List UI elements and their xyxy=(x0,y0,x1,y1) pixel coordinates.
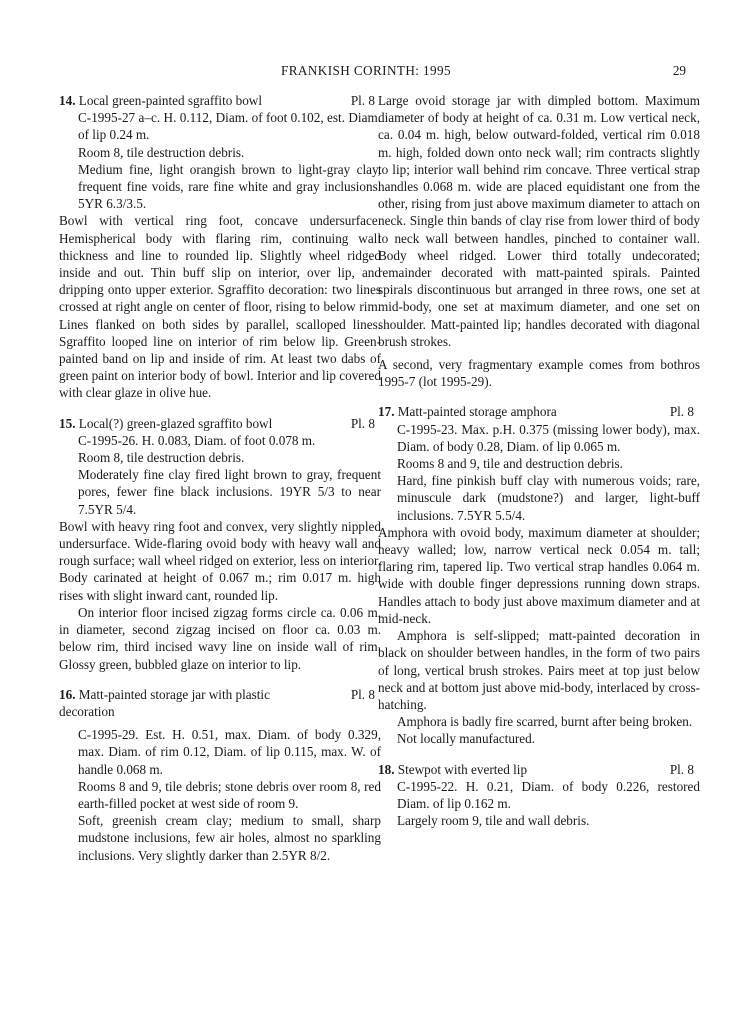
entry-description: Large ovoid storage jar with dimpled bottom. Maximum diameter of body at height of ca. 0.31 m. Low vertical neck, ca. 0.04 m. high, below outward-folded, vertical rim 0.018 m. high, folded down onto neck wall; rim contracts slightly to lip; interior wall behind rim concave. Three vertical strap handles 0.068 m. wide are placed equidistant one from the other, rising from just above maximum diameter to attach on neck. Single thin bands of clay rise from lower third of body to neck wall between handles, pinched to container wall. Body wheel ridged. Lower third totally undecorated; remainder decorated with matt-painted spirals. Painted spirals discontinuous but arranged in three rows, one set at mid-body, one set at maximum diameter, and one set on shoulder. Matt-painted lip; handles decorated with diagonal brush strokes. xyxy=(378,93,700,349)
entry-title: Matt-painted storage jar with plastic decoration xyxy=(59,686,270,719)
entry-data-line: Largely room 9, tile and wall debris. xyxy=(397,813,590,829)
catalog-entry-17 xyxy=(378,403,700,747)
entry-data-line: C-1995-26. H. 0.083, Diam. of foot 0.078 m. xyxy=(78,432,316,448)
entry-description: Bowl with heavy ring foot and convex, very slightly nippled undersurface. Wide-flaring ovoid body with heavy wall and rough surface; wall wheel ridged on exterior, less on interior. Body carinated at height of 0.067 m.; rim 0.017 m. high rises with slight inward cant, rounded lip. xyxy=(59,518,381,603)
right-column xyxy=(378,92,700,829)
entry-data-line: Moderately fine clay fired light brown to gray, frequent pores, fewer fine black inclusions. 19YR 5/3 to near 7.5YR 5/4. xyxy=(78,467,381,517)
entry-data-line: Hard, fine pinkish buff clay with numerous voids; rare, minuscule dark (mudstone?) and larger, light-buff inclusions. 7.5YR 5.5/4. xyxy=(397,473,700,523)
entry-data-line: Room 8, tile destruction debris. xyxy=(78,144,245,160)
entry-description: Not locally manufactured. xyxy=(397,731,536,747)
left-column xyxy=(59,92,381,864)
catalog-entry-16-continued xyxy=(378,92,700,390)
catalog-entry-16 xyxy=(59,686,381,864)
entry-data-line: Room 8, tile destruction debris. xyxy=(78,450,245,466)
entry-description: On interior floor incised zigzag forms circle ca. 0.06 m. in diameter, second zigzag incised on floor ca. 0.03 m. below rim, third incised wavy line on inside wall of rim. Glossy green, bubbled glaze on interior to lip. xyxy=(59,604,381,672)
entry-heading xyxy=(378,403,700,420)
plate-reference: Pl. 8 xyxy=(669,761,694,777)
page-number: 29 xyxy=(672,63,686,78)
entry-description: Amphora is self-slipped; matt-painted decoration in black on shoulder between handles, in the form of two pairs of long, vertical brush strokes. Pairs meet at top just below neck and at bottom just above mid-body, interlaced by cross-hatching. xyxy=(378,628,700,712)
plate-reference: Pl. 8 xyxy=(669,404,694,420)
entry-heading xyxy=(59,686,381,720)
entry-data-line: Rooms 8 and 9, tile and destruction debris. xyxy=(397,456,623,472)
entry-number: 16. xyxy=(59,686,76,702)
entry-title: Stewpot with everted lip xyxy=(397,761,528,777)
entry-description: Amphora with ovoid body, maximum diameter at shoulder; heavy walled; low, narrow vertical neck 0.054 m. tall; flaring rim, tapered lip. Two vertical strap handles 0.064 m. wide with double finger depressions running down straps. Handles attach to body just above maximum diameter and at mid-neck. xyxy=(378,524,700,626)
entry-data-line: Medium fine, light orangish brown to light-gray clay, frequent fine voids, rare fine white and gray inclusions. 5YR 6.3/3.5. xyxy=(78,161,381,212)
entry-description: Bowl with vertical ring foot, concave undersurface. Hemispherical body with flaring rim, continuing wall thickness and line to rounded lip. Slightly wheel ridged inside and out. Thin buff slip on interior, over lip, and dripping onto upper exterior. Sgraffito decoration: two lines crossed at right angle on center of floor, rising to below rim. Lines flanked on both sides by parallel, scalloped lines. Sgraffito looped line on interior of rim below lip. Green-painted band on lip and inside of rim. At least two dabs of green paint on interior body of bowl. Interior and lip covered with clear glaze in olive hue. xyxy=(59,213,381,401)
entry-data-line: C-1995-29. Est. H. 0.51, max. Diam. of body 0.329, max. Diam. of rim 0.12, Diam. of lip 0.115, max. W. of handle 0.068 m. xyxy=(78,727,381,777)
entry-description: Amphora is badly fire scarred, burnt after being broken. xyxy=(397,714,693,730)
entry-heading xyxy=(59,92,381,109)
plate-reference: Pl. 8 xyxy=(350,686,375,702)
catalog-entry-14 xyxy=(59,92,381,402)
plate-reference: Pl. 8 xyxy=(350,93,375,108)
entry-data-line: C-1995-22. H. 0.21, Diam. of body 0.226, restored Diam. of lip 0.162 m. xyxy=(397,778,700,811)
plate-reference: Pl. 8 xyxy=(350,415,375,431)
entry-number: 18. xyxy=(378,761,395,777)
entry-number: 14. xyxy=(59,93,76,108)
running-header xyxy=(0,62,732,80)
entry-title: Matt-painted storage amphora xyxy=(397,404,557,420)
entry-description: A second, very fragmentary example comes from bothros 1995-7 (lot 1995-29). xyxy=(378,357,700,390)
catalog-entry-18 xyxy=(378,761,700,830)
entry-title: Local(?) green-glazed sgraffito bowl xyxy=(78,415,273,431)
entry-data-line: C-1995-23. Max. p.H. 0.375 (missing lower body), max. Diam. of body 0.28, Diam. of lip 0.065 m. xyxy=(397,421,700,454)
entry-heading xyxy=(378,761,700,778)
entry-number: 15. xyxy=(59,415,76,431)
entry-heading xyxy=(59,415,381,432)
running-title: FRANKISH CORINTH: 1995 xyxy=(281,63,451,78)
entry-data-line: Soft, greenish cream clay; medium to small, sharp mudstone inclusions, few air holes, almost no sparkling inclusions. Very slightly darker than 2.5YR 8/2. xyxy=(78,813,381,863)
entry-data-line: Rooms 8 and 9, tile debris; stone debris over room 8, red earth-filled pocket at west side of room 9. xyxy=(78,778,381,811)
entry-number: 17. xyxy=(378,404,395,420)
catalog-entry-15 xyxy=(59,415,381,673)
entry-data-line: C-1995-27 a–c. H. 0.112, Diam. of foot 0.102, est. Diam. of lip 0.24 m. xyxy=(78,110,381,143)
entry-title: Local green-painted sgraffito bowl xyxy=(78,93,262,108)
